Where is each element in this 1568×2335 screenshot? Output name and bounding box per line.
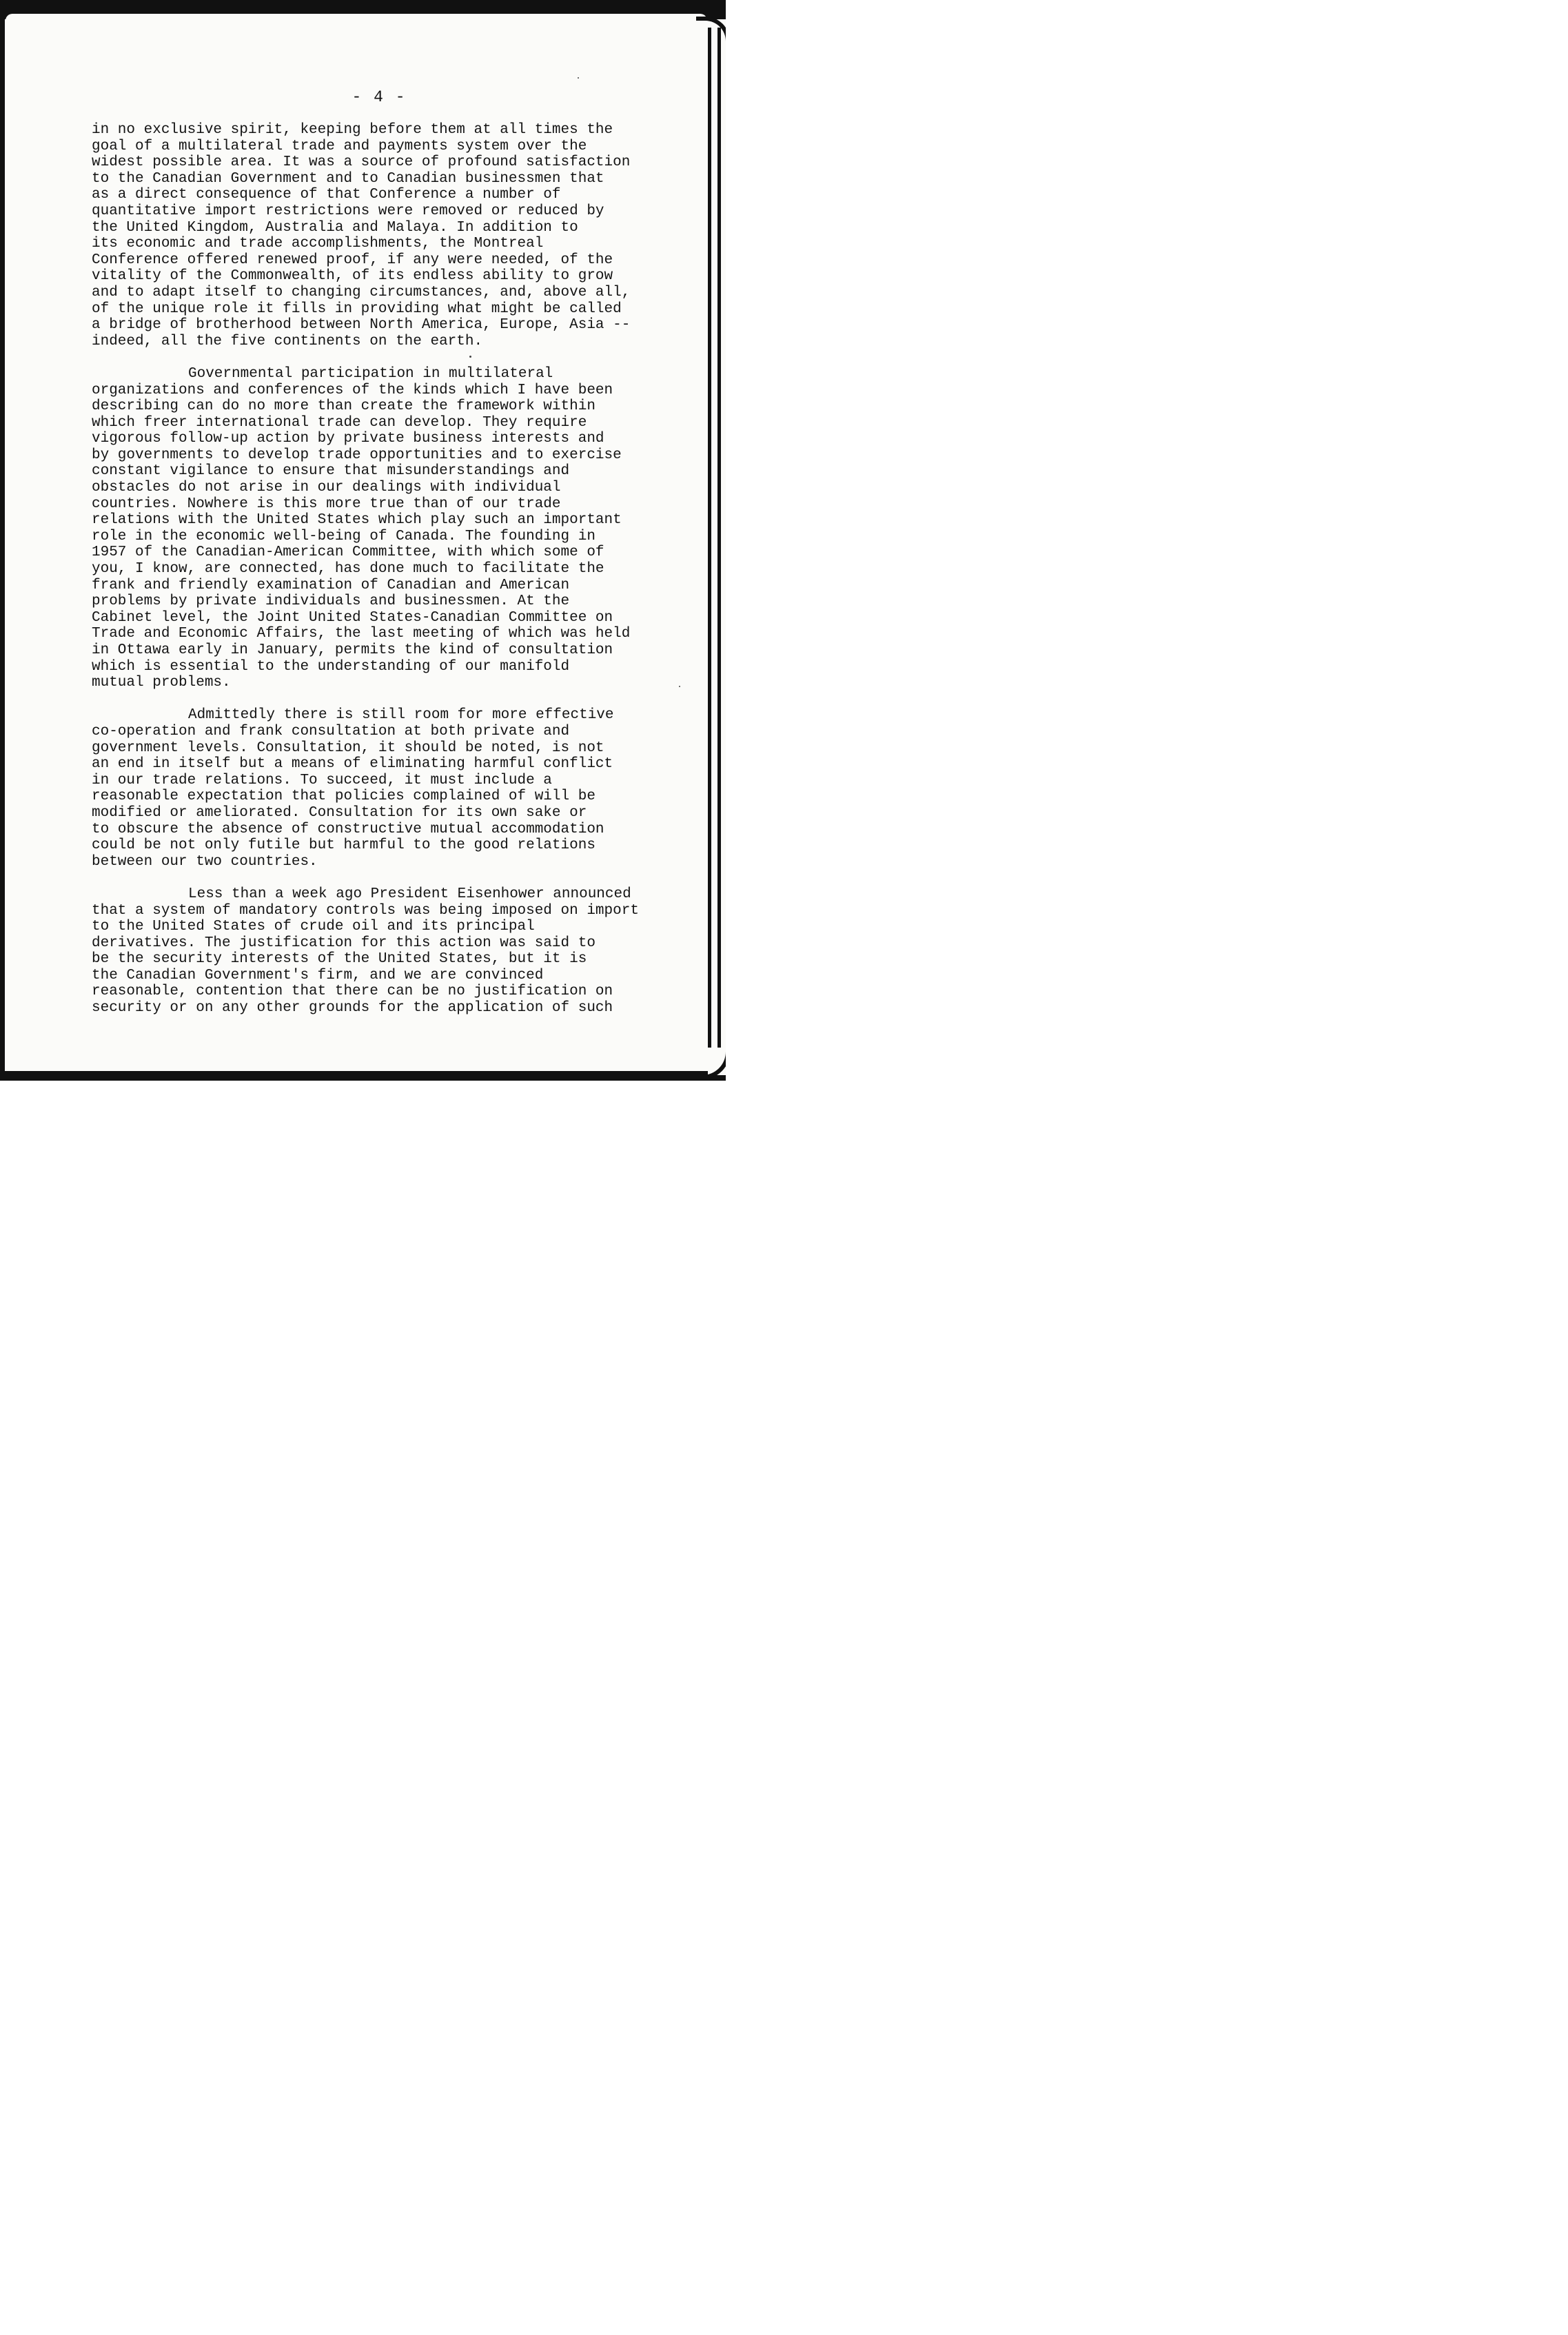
text-line: obstacles do not arise in our dealings with individual bbox=[92, 480, 561, 496]
text-line: in Ottawa early in January, permits the kind of consultation bbox=[92, 642, 613, 658]
text-line: 1957 of the Canadian-American Committee, with which some of bbox=[92, 544, 604, 561]
text-line: quantitative import restrictions were removed or reduced by bbox=[92, 203, 604, 219]
text-line: constant vigilance to ensure that misunderstandings and bbox=[92, 463, 570, 480]
paragraph-2 bbox=[92, 366, 705, 691]
text-line: organizations and conferences of the kinds which I have been bbox=[92, 382, 613, 398]
paragraph-1 bbox=[92, 122, 705, 349]
text-line: that a system of mandatory controls was being imposed on import bbox=[92, 902, 639, 919]
text-line: a bridge of brotherhood between North America, Europe, Asia -- bbox=[92, 317, 631, 334]
paragraph-4 bbox=[92, 886, 705, 1017]
binding-edge bbox=[708, 28, 726, 1075]
text-line: between our two countries. bbox=[92, 853, 318, 870]
text-line: Conference offered renewed proof, if any were needed, of the bbox=[92, 252, 613, 268]
text-line: its economic and trade accomplishments, the Montreal bbox=[92, 236, 544, 252]
text-line: an end in itself but a means of eliminating harmful conflict bbox=[92, 756, 613, 773]
scan-border-left bbox=[0, 0, 5, 1081]
text-line-indented: Governmental participation in multilateral bbox=[188, 365, 553, 382]
scan-border-bottom bbox=[0, 1071, 726, 1081]
text-line: be the security interests of the United States, but it is bbox=[92, 951, 587, 968]
text-line: reasonable, contention that there can be no justification on bbox=[92, 983, 613, 1000]
text-line: the Canadian Government's firm, and we are convinced bbox=[92, 967, 544, 983]
text-line: vigorous follow-up action by private business interests and bbox=[92, 431, 604, 447]
text-line: by governments to develop trade opportunities and to exercise bbox=[92, 447, 622, 463]
text-line: relations with the United States which play such an important bbox=[92, 512, 622, 529]
text-line: frank and friendly examination of Canadian and American bbox=[92, 577, 570, 593]
text-line: Trade and Economic Affairs, the last meeting of which was held bbox=[92, 626, 631, 642]
document-page bbox=[0, 0, 726, 1081]
text-line: could be not only futile but harmful to the good relations bbox=[92, 837, 595, 854]
text-line: security or on any other grounds for the application of such bbox=[92, 1000, 613, 1017]
text-line: which is essential to the understanding of our manifold bbox=[92, 658, 570, 675]
page-number: - 4 - bbox=[352, 88, 407, 106]
text-line-indented: Less than a week ago President Eisenhower announced bbox=[188, 886, 631, 902]
page-top-edge bbox=[6, 14, 707, 23]
scan-speck bbox=[469, 356, 471, 358]
text-line: in our trade relations. To succeed, it must include a bbox=[92, 772, 552, 788]
text-line: goal of a multilateral trade and payments system over the bbox=[92, 138, 587, 154]
text-line: Cabinet level, the Joint United States-Canadian Committee on bbox=[92, 609, 613, 626]
text-line: modified or ameliorated. Consultation for its own sake or bbox=[92, 804, 587, 821]
text-line: reasonable expectation that policies complained of will be bbox=[92, 788, 595, 805]
text-line-indented: Admittedly there is still room for more effective bbox=[188, 707, 614, 724]
text-line: co-operation and frank consultation at both private and bbox=[92, 723, 570, 740]
text-line: government levels. Consultation, it should be noted, is not bbox=[92, 740, 604, 756]
binding-curl-top bbox=[696, 17, 726, 41]
text-line: to the Canadian Government and to Canadian businessmen that bbox=[92, 170, 604, 187]
text-line: the United Kingdom, Australia and Malaya. In addition to bbox=[92, 219, 578, 236]
text-line: to the United States of crude oil and its principal bbox=[92, 919, 535, 935]
text-line: which freer international trade can develop. They require bbox=[92, 414, 587, 431]
text-line: role in the economic well-being of Canada. The founding in bbox=[92, 528, 595, 544]
text-line: derivatives. The justification for this action was said to bbox=[92, 935, 595, 951]
text-line: mutual problems. bbox=[92, 675, 231, 691]
text-line: to obscure the absence of constructive mutual accommodation bbox=[92, 821, 604, 837]
text-line: and to adapt itself to changing circumstances, and, above all, bbox=[92, 284, 631, 300]
text-line: indeed, all the five continents on the earth. bbox=[92, 333, 483, 349]
text-line: you, I know, are connected, has done much to facilitate the bbox=[92, 561, 604, 578]
text-line: countries. Nowhere is this more true than of our trade bbox=[92, 496, 561, 512]
text-line: describing can do no more than create the framework within bbox=[92, 398, 595, 415]
text-line: of the unique role it fills in providing what might be called bbox=[92, 300, 622, 317]
scan-speck bbox=[679, 686, 680, 687]
paragraph-3 bbox=[92, 707, 705, 870]
text-line: vitality of the Commonwealth, of its endless ability to grow bbox=[92, 268, 613, 285]
text-line: widest possible area. It was a source of profound satisfaction bbox=[92, 154, 631, 171]
text-line: in no exclusive spirit, keeping before them at all times the bbox=[92, 122, 613, 138]
document-body bbox=[92, 122, 705, 1032]
scan-speck bbox=[578, 77, 579, 79]
text-line: problems by private individuals and businessmen. At the bbox=[92, 593, 570, 610]
text-line: as a direct consequence of that Conference a number of bbox=[92, 187, 561, 203]
